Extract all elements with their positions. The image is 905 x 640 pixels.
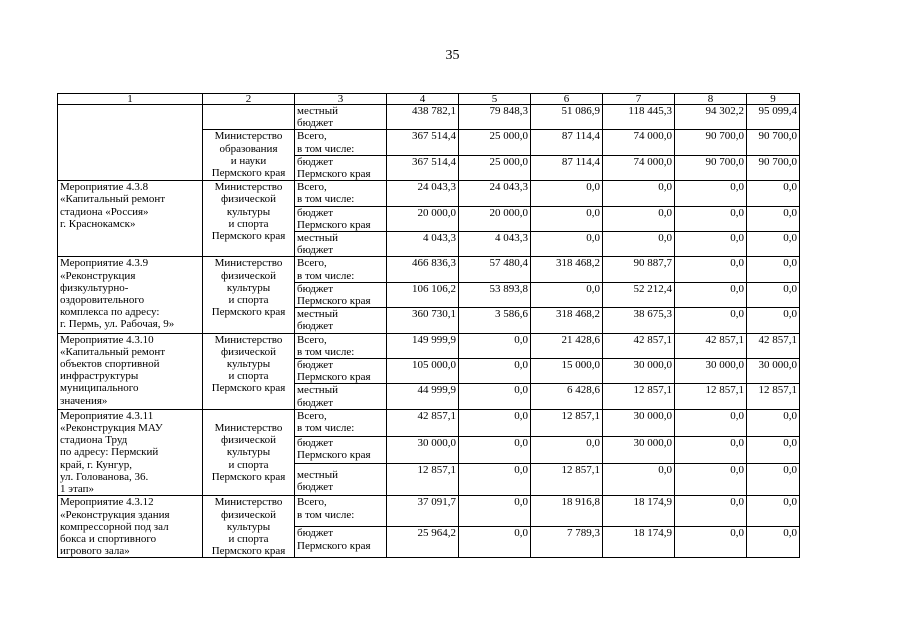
value-cell: 0,0 — [747, 496, 800, 527]
value-cell: 30 000,0 — [603, 436, 675, 463]
value-cell: 42 857,1 — [675, 333, 747, 358]
value-cell: 53 893,8 — [459, 282, 531, 307]
value-cell: 0,0 — [603, 181, 675, 206]
value-cell: 0,0 — [747, 206, 800, 231]
value-cell: 0,0 — [459, 527, 531, 558]
value-cell: 90 887,7 — [603, 257, 675, 282]
value-cell: 0,0 — [459, 496, 531, 527]
value-cell: 30 000,0 — [675, 359, 747, 384]
value-cell: 12 857,1 — [747, 384, 800, 409]
value-cell: 3 586,6 — [459, 308, 531, 333]
value-cell: 0,0 — [459, 436, 531, 463]
value-cell: 79 848,3 — [459, 105, 531, 130]
event-cell: Мероприятие 4.3.10 «Капитальный ремонт объектов спортивной инфраструктуры муниципального значения» — [58, 333, 203, 409]
event-cell: Мероприятие 4.3.11 «Реконструкция МАУ стадиона Труд по адресу: Пермский край, г. Кунгур, ул. Голованова, 36. 1 этап» — [58, 409, 203, 495]
value-cell: 94 302,2 — [675, 105, 747, 130]
value-cell: 44 999,9 — [387, 384, 459, 409]
ministry-cell: Министерство физической культуры и спорта Пермского края — [203, 409, 295, 495]
value-cell: 118 445,3 — [603, 105, 675, 130]
value-cell: 0,0 — [747, 436, 800, 463]
column-header: 3 — [295, 94, 387, 105]
value-cell: 15 000,0 — [531, 359, 603, 384]
value-cell: 0,0 — [675, 232, 747, 257]
value-cell: 0,0 — [531, 232, 603, 257]
value-cell: 360 730,1 — [387, 308, 459, 333]
value-cell: 51 086,9 — [531, 105, 603, 130]
ministry-cell: Министерство физической культуры и спорта Пермского края — [203, 257, 295, 333]
value-cell: 30 000,0 — [603, 409, 675, 436]
funding-type-cell: бюджет Пермского края — [295, 155, 387, 180]
column-header: 2 — [203, 94, 295, 105]
value-cell: 0,0 — [531, 282, 603, 307]
value-cell: 0,0 — [675, 206, 747, 231]
value-cell: 0,0 — [603, 463, 675, 495]
funding-type-cell: местный бюджет — [295, 308, 387, 333]
value-cell: 7 789,3 — [531, 527, 603, 558]
value-cell: 52 212,4 — [603, 282, 675, 307]
value-cell: 438 782,1 — [387, 105, 459, 130]
value-cell: 20 000,0 — [459, 206, 531, 231]
value-cell: 42 857,1 — [387, 409, 459, 436]
table-row — [58, 496, 800, 527]
column-header: 1 — [58, 94, 203, 105]
value-cell: 318 468,2 — [531, 257, 603, 282]
value-cell: 149 999,9 — [387, 333, 459, 358]
value-cell: 90 700,0 — [747, 155, 800, 180]
value-cell: 0,0 — [675, 409, 747, 436]
value-cell: 12 857,1 — [387, 463, 459, 495]
value-cell: 0,0 — [531, 181, 603, 206]
value-cell: 0,0 — [747, 257, 800, 282]
budget-table — [57, 93, 800, 558]
funding-type-cell: бюджет Пермского края — [295, 282, 387, 307]
value-cell: 87 114,4 — [531, 155, 603, 180]
funding-type-cell: местный бюджет — [295, 105, 387, 130]
table-row — [58, 409, 800, 436]
value-cell: 30 000,0 — [387, 436, 459, 463]
value-cell: 367 514,4 — [387, 155, 459, 180]
value-cell: 0,0 — [675, 257, 747, 282]
value-cell: 0,0 — [531, 206, 603, 231]
value-cell: 57 480,4 — [459, 257, 531, 282]
value-cell: 20 000,0 — [387, 206, 459, 231]
value-cell: 90 700,0 — [675, 155, 747, 180]
funding-type-cell: Всего, в том числе: — [295, 257, 387, 282]
value-cell: 0,0 — [675, 181, 747, 206]
value-cell: 12 857,1 — [603, 384, 675, 409]
value-cell: 18 174,9 — [603, 496, 675, 527]
value-cell: 0,0 — [675, 527, 747, 558]
value-cell: 4 043,3 — [387, 232, 459, 257]
funding-type-cell: Всего, в том числе: — [295, 130, 387, 155]
ministry-cell: Министерство физической культуры и спорта Пермского края — [203, 333, 295, 409]
column-header: 4 — [387, 94, 459, 105]
funding-type-cell: Всего, в том числе: — [295, 333, 387, 358]
value-cell: 0,0 — [675, 282, 747, 307]
value-cell: 0,0 — [747, 232, 800, 257]
value-cell: 25 964,2 — [387, 527, 459, 558]
value-cell: 4 043,3 — [459, 232, 531, 257]
value-cell: 74 000,0 — [603, 155, 675, 180]
value-cell: 21 428,6 — [531, 333, 603, 358]
value-cell: 0,0 — [747, 527, 800, 558]
value-cell: 24 043,3 — [459, 181, 531, 206]
funding-type-cell: бюджет Пермского края — [295, 436, 387, 463]
table-row — [58, 333, 800, 358]
value-cell: 87 114,4 — [531, 130, 603, 155]
value-cell: 90 700,0 — [747, 130, 800, 155]
event-cell: Мероприятие 4.3.12 «Реконструкция здания компрессорной под зал бокса и спортивного игрового зала» — [58, 496, 203, 558]
column-header: 8 — [675, 94, 747, 105]
value-cell: 42 857,1 — [603, 333, 675, 358]
ministry-cell: Министерство физической культуры и спорта Пермского края — [203, 496, 295, 558]
value-cell: 37 091,7 — [387, 496, 459, 527]
column-number-row — [58, 94, 800, 105]
table-row — [58, 257, 800, 282]
value-cell: 42 857,1 — [747, 333, 800, 358]
value-cell: 0,0 — [747, 308, 800, 333]
funding-type-cell: бюджет Пермского края — [295, 359, 387, 384]
event-cell: Мероприятие 4.3.8 «Капитальный ремонт стадиона «Россия» г. Краснокамск» — [58, 181, 203, 257]
value-cell: 0,0 — [675, 436, 747, 463]
funding-type-cell: местный бюджет — [295, 384, 387, 409]
value-cell: 18 916,8 — [531, 496, 603, 527]
ministry-cell: Министерство физической культуры и спорта Пермского края — [203, 181, 295, 257]
value-cell: 25 000,0 — [459, 155, 531, 180]
value-cell: 0,0 — [747, 181, 800, 206]
value-cell: 90 700,0 — [675, 130, 747, 155]
value-cell: 367 514,4 — [387, 130, 459, 155]
value-cell: 0,0 — [459, 463, 531, 495]
funding-type-cell: Всего, в том числе: — [295, 409, 387, 436]
funding-type-cell: бюджет Пермского края — [295, 527, 387, 558]
value-cell: 12 857,1 — [531, 409, 603, 436]
value-cell: 0,0 — [459, 409, 531, 436]
value-cell: 12 857,1 — [675, 384, 747, 409]
column-header: 5 — [459, 94, 531, 105]
value-cell: 0,0 — [459, 359, 531, 384]
value-cell: 0,0 — [747, 409, 800, 436]
value-cell: 0,0 — [603, 232, 675, 257]
value-cell: 106 106,2 — [387, 282, 459, 307]
value-cell: 318 468,2 — [531, 308, 603, 333]
ministry-cell: Министерство образования и науки Пермского края — [203, 130, 295, 181]
value-cell: 0,0 — [747, 282, 800, 307]
event-cell-continued — [58, 105, 203, 181]
value-cell: 74 000,0 — [603, 130, 675, 155]
column-header: 7 — [603, 94, 675, 105]
column-header: 6 — [531, 94, 603, 105]
value-cell: 30 000,0 — [747, 359, 800, 384]
value-cell: 12 857,1 — [531, 463, 603, 495]
value-cell: 0,0 — [459, 384, 531, 409]
value-cell: 18 174,9 — [603, 527, 675, 558]
value-cell: 25 000,0 — [459, 130, 531, 155]
value-cell: 0,0 — [603, 206, 675, 231]
funding-type-cell: Всего, в том числе: — [295, 496, 387, 527]
value-cell: 0,0 — [747, 463, 800, 495]
value-cell: 30 000,0 — [603, 359, 675, 384]
funding-type-cell: местный бюджет — [295, 232, 387, 257]
value-cell: 105 000,0 — [387, 359, 459, 384]
column-header: 9 — [747, 94, 800, 105]
table-row — [58, 105, 800, 130]
value-cell: 0,0 — [675, 463, 747, 495]
value-cell: 95 099,4 — [747, 105, 800, 130]
ministry-cell-empty — [203, 105, 295, 130]
event-cell: Мероприятие 4.3.9 «Реконструкция физкультурно- оздоровительного комплекса по адресу: г. Пермь, ул. Рабочая, 9» — [58, 257, 203, 333]
funding-type-cell: местный бюджет — [295, 463, 387, 495]
value-cell: 0,0 — [675, 308, 747, 333]
value-cell: 0,0 — [531, 436, 603, 463]
page-number: 35 — [445, 48, 460, 63]
value-cell: 466 836,3 — [387, 257, 459, 282]
funding-type-cell: Всего, в том числе: — [295, 181, 387, 206]
value-cell: 6 428,6 — [531, 384, 603, 409]
table-row — [58, 181, 800, 206]
value-cell: 0,0 — [459, 333, 531, 358]
value-cell: 38 675,3 — [603, 308, 675, 333]
value-cell: 24 043,3 — [387, 181, 459, 206]
value-cell: 0,0 — [675, 496, 747, 527]
funding-type-cell: бюджет Пермского края — [295, 206, 387, 231]
